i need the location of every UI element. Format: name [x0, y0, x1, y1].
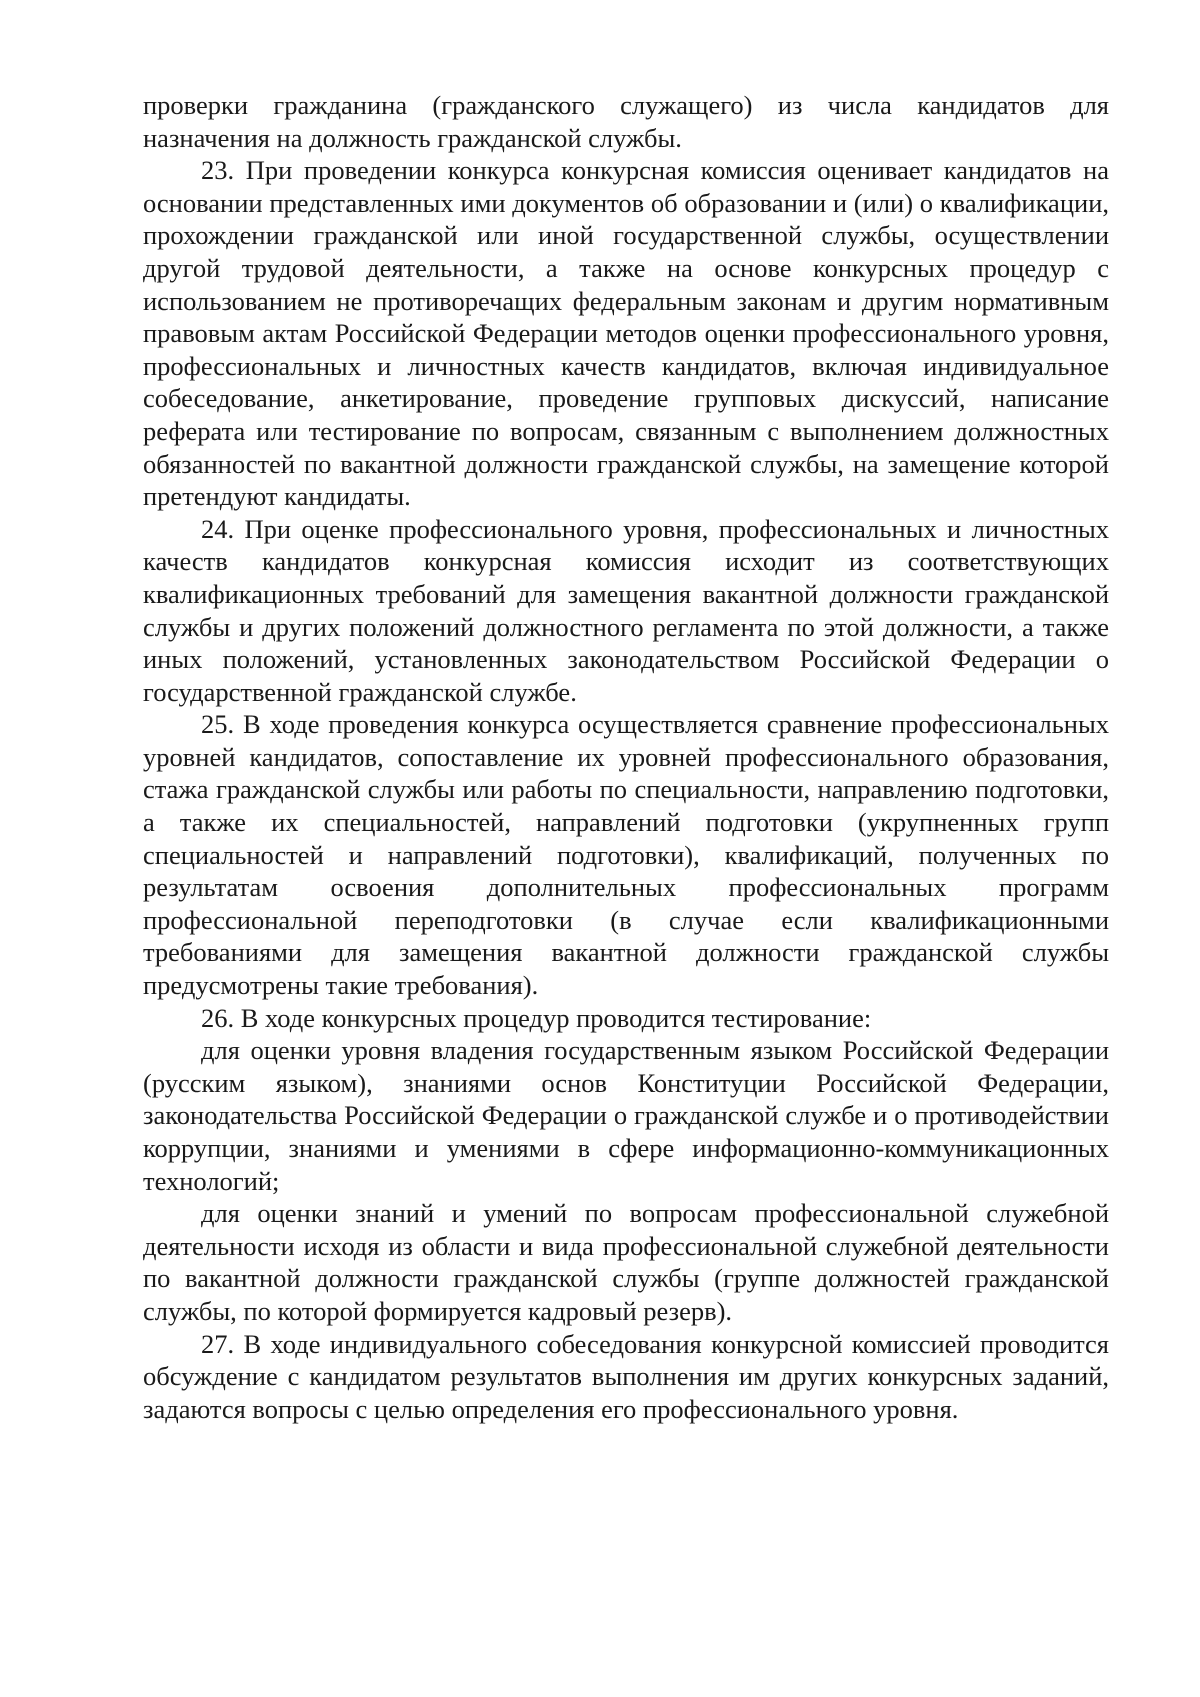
paragraph-26-item-1: для оценки уровня владения государственным языком Российской Федерации (русским языком), знаниями основ Конституции Российской Федерации, законодательства Российской Федерации о гражданской службе и о противодействии коррупции, знаниями и умениями в сфере информационно-коммуникационных технологий;	[143, 1035, 1109, 1196]
paragraph-26-item-2: для оценки знаний и умений по вопросам профессиональной служебной деятельности исходя из области и вида профессиональной служебной деятельности по вакантной должности гражданской службы (группе должностей гражданской службы, по которой формируется кадровый резерв).	[143, 1198, 1109, 1326]
paragraph-26: 26. В ходе конкурсных процедур проводится тестирование:	[201, 1002, 872, 1033]
paragraph-continuation: проверки гражданина (гражданского служащего) из числа кандидатов для назначения на должность гражданской службы.	[143, 90, 1109, 153]
paragraph-24: 24. При оценке профессионального уровня, профессиональных и личностных качеств кандидатов конкурсная комиссия исходит из соответствующих квалификационных требований для замещения вакантной должности гражданской службы и других положений должностного регламента по этой должности, а также иных положений, установленных законодательством Российской Федерации о государственной гражданской службе.	[143, 513, 1109, 707]
paragraph-23: 23. При проведении конкурса конкурсная комиссия оценивает кандидатов на основании представленных ими документов об образовании и (или) о квалификации, прохождении гражданской или иной государственной службы, осуществлении другой трудовой деятельности, а также на основе конкурсных процедур с использованием не противоречащих федеральным законам и другим нормативным правовым актам Российской Федерации методов оценки профессионального уровня, профессиональных и личностных качеств кандидатов, включая индивидуальное собеседование, анкетирование, проведение групповых дискуссий, написание реферата или тестирование по вопросам, связанным с выполнением должностных обязанностей по вакантной должности гражданской службы, на замещение которой претендуют кандидаты.	[143, 155, 1109, 512]
document-body	[143, 89, 1109, 1425]
paragraph-25: 25. В ходе проведения конкурса осуществляется сравнение профессиональных уровней кандидатов, сопоставление их уровней профессионального образования, стажа гражданской службы или работы по специальности, направлению подготовки, а также их специальностей, направлений подготовки (укрупненных групп специальностей и направлений подготовки), квалификаций, полученных по результатам освоения дополнительных профессиональных программ профессиональной переподготовки (в случае если квалификационными требованиями для замещения вакантной должности гражданской службы предусмотрены такие требования).	[143, 709, 1109, 1001]
paragraph-27: 27. В ходе индивидуального собеседования конкурсной комиссией проводится обсуждение с кандидатом результатов выполнения им других конкурсных заданий, задаются вопросы с целью определения его профессионального уровня.	[143, 1328, 1109, 1424]
